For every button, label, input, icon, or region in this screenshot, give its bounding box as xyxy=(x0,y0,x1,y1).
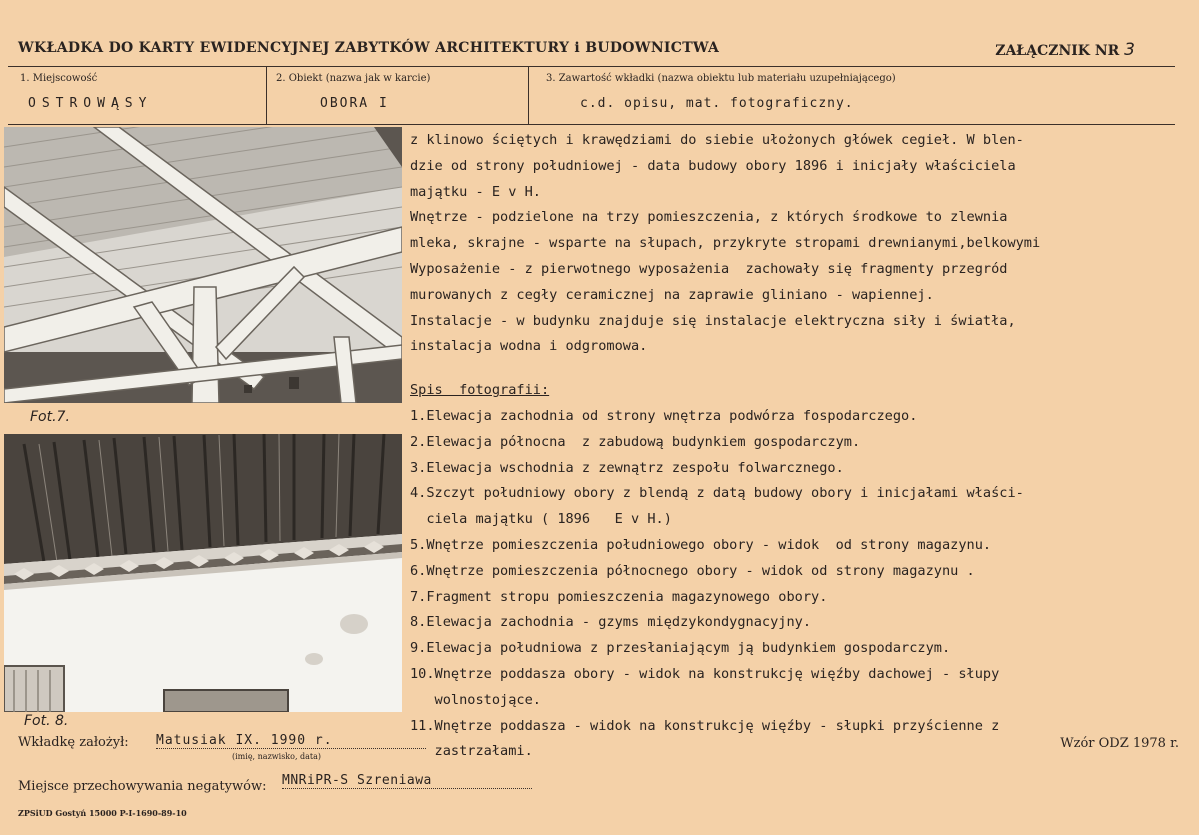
photo-7-caption: Fot.7. xyxy=(30,409,70,425)
description-line: instalacja wodna i odgromowa. xyxy=(410,338,648,355)
description-line: murowanych z cegły ceramicznej na zaprawie gliniano - wapiennej. xyxy=(410,286,934,303)
photo-list-item: 7.Fragment stropu pomieszczenia magazynowego obory. xyxy=(410,588,828,605)
photo-list-item: 9.Elewacja południowa z przesłaniającym ją budynkiem gospodarczym. xyxy=(410,640,951,657)
description-text xyxy=(410,128,1182,765)
field-divider xyxy=(528,66,529,124)
content-value: c.d. opisu, mat. fotograficzny. xyxy=(580,96,854,111)
author-hint: (imię, nazwisko, data) xyxy=(232,752,322,761)
object-value: OBORA I xyxy=(320,96,389,111)
place-label: 1. Miejscowość xyxy=(20,73,98,84)
photo-list-item: 4.Szczyt południowy obory z blendą z datą budowy obory i inicjałami właści- xyxy=(410,485,1024,502)
storage-value: MNRiPR-S Szreniawa xyxy=(282,773,532,789)
print-info: ZPSiUD Gostyń 15000 P-I-1690-89-10 xyxy=(18,808,187,818)
photo-list-item: 11.Wnętrze poddasza - widok na konstrukcję więźby - słupki przyścienne z xyxy=(410,717,1000,734)
photo-list-item: 3.Elewacja wschodnia z zewnątrz zespołu folwarcznego. xyxy=(410,459,844,476)
photo-8-cornice xyxy=(4,434,402,712)
description-line: majątku - E v H. xyxy=(410,183,541,200)
field-divider xyxy=(266,66,267,124)
photo-list-item: 6.Wnętrze pomieszczenia północnego obory - widok od strony magazynu . xyxy=(410,562,975,579)
photo-7-ceiling xyxy=(4,127,402,403)
photo-list-heading: Spis fotografii: xyxy=(410,382,550,399)
place-value: OSTROWĄSY xyxy=(28,96,153,111)
photo-list-item: 2.Elewacja północna z zabudową budynkiem gospodarczym. xyxy=(410,433,861,450)
author-value: Matusiak IX. 1990 r. xyxy=(156,733,426,749)
description-line: dzie od strony południowej - data budowy obory 1896 i inicjały właściciela xyxy=(410,157,1016,174)
annex-label: ZAŁĄCZNIK NR xyxy=(995,43,1120,59)
content-label: 3. Zawartość wkładki (nazwa obiektu lub materiału uzupełniającego) xyxy=(546,73,896,84)
photo-list-item: 10.Wnętrze poddasza obory - widok na konstrukcję więźby dachowej - słupy xyxy=(410,665,1000,682)
description-line: Instalacje - w budynku znajduje się instalacje elektryczna siły i światła, xyxy=(410,312,1016,329)
card-title: WKŁADKA DO KARTY EWIDENCYJNEJ ZABYTKÓW ARCHITEKTURY i BUDOWNICTWA xyxy=(18,40,720,56)
fields-rule xyxy=(8,124,1175,125)
photo-list-item: wolnostojące. xyxy=(410,691,541,708)
header-rule xyxy=(8,66,1175,67)
photo-8-caption: Fot. 8. xyxy=(24,713,69,729)
description-line: mleka, skrajne - wsparte na słupach, przykryte stropami drewnianymi,belkowymi xyxy=(410,235,1041,252)
photo-list-item: zastrzałami. xyxy=(410,743,533,760)
form-version: Wzór ODZ 1978 r. xyxy=(1060,736,1179,751)
description-line: Wyposażenie - z pierwotnego wyposażenia zachowały się fragmenty przegród xyxy=(410,260,1008,277)
author-label: Wkładkę założył: xyxy=(18,735,129,750)
storage-label: Miejsce przechowywania negatywów: xyxy=(18,779,267,794)
object-label: 2. Obiekt (nazwa jak w karcie) xyxy=(276,73,431,84)
description-line: z klinowo ściętych i krawędziami do siebie ułożonych główek cegieł. W blen- xyxy=(410,132,1024,148)
photo-list-item: 5.Wnętrze pomieszczenia południowego obory - widok od strony magazynu. xyxy=(410,536,992,553)
photo-list-item: ciela majątku ( 1896 E v H.) xyxy=(410,511,672,528)
annex-number-value: 3 xyxy=(1124,40,1135,60)
photo-list-item: 8.Elewacja zachodnia - gzyms międzykondygnacyjny. xyxy=(410,614,812,631)
annex-number xyxy=(995,40,1135,60)
description-line: Wnętrze - podzielone na trzy pomieszczenia, z których środkowe to zlewnia xyxy=(410,209,1008,226)
photo-list-item: 1.Elewacja zachodnia od strony wnętrza podwórza fospodarczego. xyxy=(410,407,918,424)
